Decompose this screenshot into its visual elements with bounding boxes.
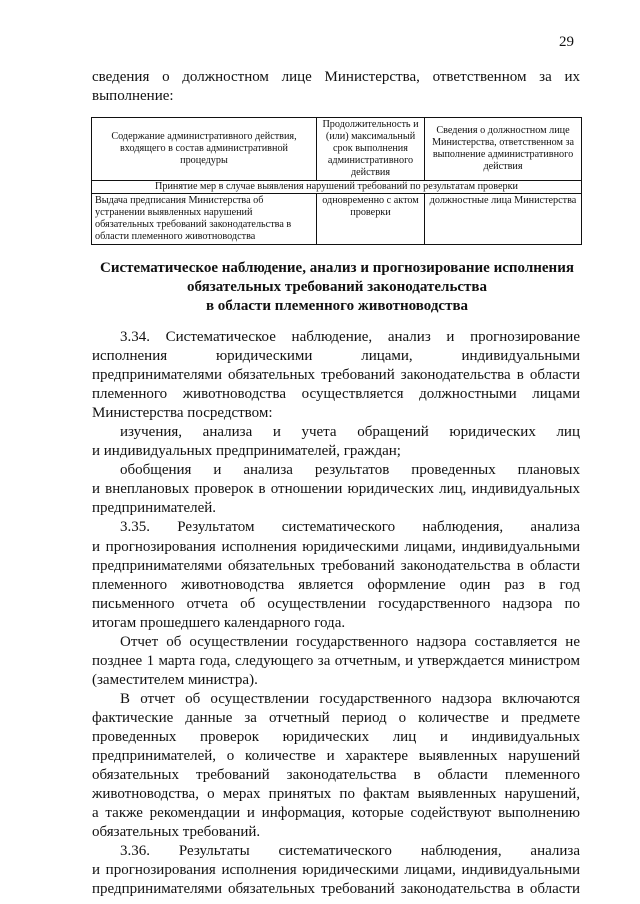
body-line: исполнения юридическими лицами, индивидуальными — [92, 348, 580, 365]
table-header-row — [92, 118, 582, 181]
body-line: итогам прошедшего календарного года. — [92, 614, 346, 631]
body-line: и прогнозирования исполнения юридическими лицами, индивидуальными — [92, 862, 580, 879]
table-header-action: Содержание административного действия, входящего в состав административной процедуры — [92, 118, 317, 181]
body-line: В отчет об осуществлении государственного надзора включаются — [120, 690, 580, 707]
body-line: обязательных требований законодательства в области племенного — [92, 767, 580, 784]
body-line: фактические данные за отчетный период о количестве и предмете — [92, 709, 580, 726]
section-title-line: обязательных требований законодательства — [187, 279, 487, 295]
page-number: 29 — [559, 34, 574, 50]
body-line: предпринимателей. — [92, 500, 217, 517]
body-line: 3.34. Систематическое наблюдение, анализ и прогнозирование — [120, 329, 580, 345]
procedure-table — [91, 117, 582, 245]
body-text — [92, 328, 580, 899]
section-title-line: Систематическое наблюдение, анализ и прогнозирование исполнения — [100, 260, 574, 276]
section-title — [92, 259, 582, 316]
intro-line: выполнение: — [92, 88, 174, 104]
body-line: предпринимателями обязательных требований законодательства в области — [92, 367, 580, 384]
body-line: (заместителем министра). — [92, 671, 258, 688]
body-line: Отчет об осуществлении государственного надзора составляется не — [120, 633, 580, 650]
table-header-official: Сведения о должностном лице Министерства, ответственном за выполнение административного действия — [425, 118, 582, 181]
table-cell-official: должностные лица Министерства — [425, 194, 582, 245]
table-cell-action: Выдача предписания Министерства об устранении выявленных нарушений обязательных требований законодательства в области племенного животноводства — [92, 194, 317, 245]
table-row — [92, 194, 582, 245]
body-line: проведенных проверок юридических лиц и индивидуальных — [92, 728, 580, 745]
body-line: обобщения и анализа результатов проведенных плановых — [120, 462, 580, 479]
body-line: предпринимателями обязательных требований законодательства в области — [92, 557, 580, 574]
body-line: животноводства, о мерах принятых по фактам выявленных нарушений, — [92, 786, 580, 803]
body-line: племенного животноводства осуществляется должностными лицами — [92, 386, 580, 403]
body-line: предпринимателей, о количестве и характере выявленных нарушений — [92, 748, 580, 765]
body-line: племенного животноводства является оформление один раз в год — [92, 576, 580, 593]
table-cell-duration: одновременно с актом проверки — [317, 194, 425, 245]
body-line: изучения, анализа и учета обращений юридических лиц — [120, 424, 580, 441]
body-line: 3.36. Результаты систематического наблюдения, анализа — [120, 843, 580, 860]
body-line: 3.35. Результатом систематического наблюдения, анализа — [120, 519, 580, 536]
body-line: обязательных требований. — [92, 824, 261, 841]
body-line: предпринимателями обязательных требований законодательства в области — [92, 881, 580, 898]
intro-line: сведения о должностном лице Министерства, ответственном за их — [92, 69, 580, 85]
table-section-cell: Принятие мер в случае выявления нарушений требований по результатам проверки — [92, 181, 582, 194]
intro-paragraph — [92, 68, 580, 106]
section-title-line: в области племенного животноводства — [205, 298, 469, 314]
table-section-row — [92, 181, 582, 194]
body-line: а также рекомендации и информация, которые содействуют выполнению — [92, 805, 580, 822]
table-header-duration: Продолжительность и (или) максимальный срок выполнения административного действия — [317, 118, 425, 181]
body-line: Министерства посредством: — [92, 405, 273, 422]
body-line: письменного отчета об осуществлении государственного надзора по — [92, 595, 580, 612]
body-line: и внеплановых проверок в отношении юридических лиц, индивидуальных — [92, 481, 580, 498]
body-line: и индивидуальных предпринимателей, граждан; — [92, 443, 401, 460]
body-line: и прогнозирования исполнения юридическими лицами, индивидуальными — [92, 538, 580, 555]
body-line: позднее 1 марта года, следующего за отчетным, и утверждается министром — [92, 652, 580, 669]
